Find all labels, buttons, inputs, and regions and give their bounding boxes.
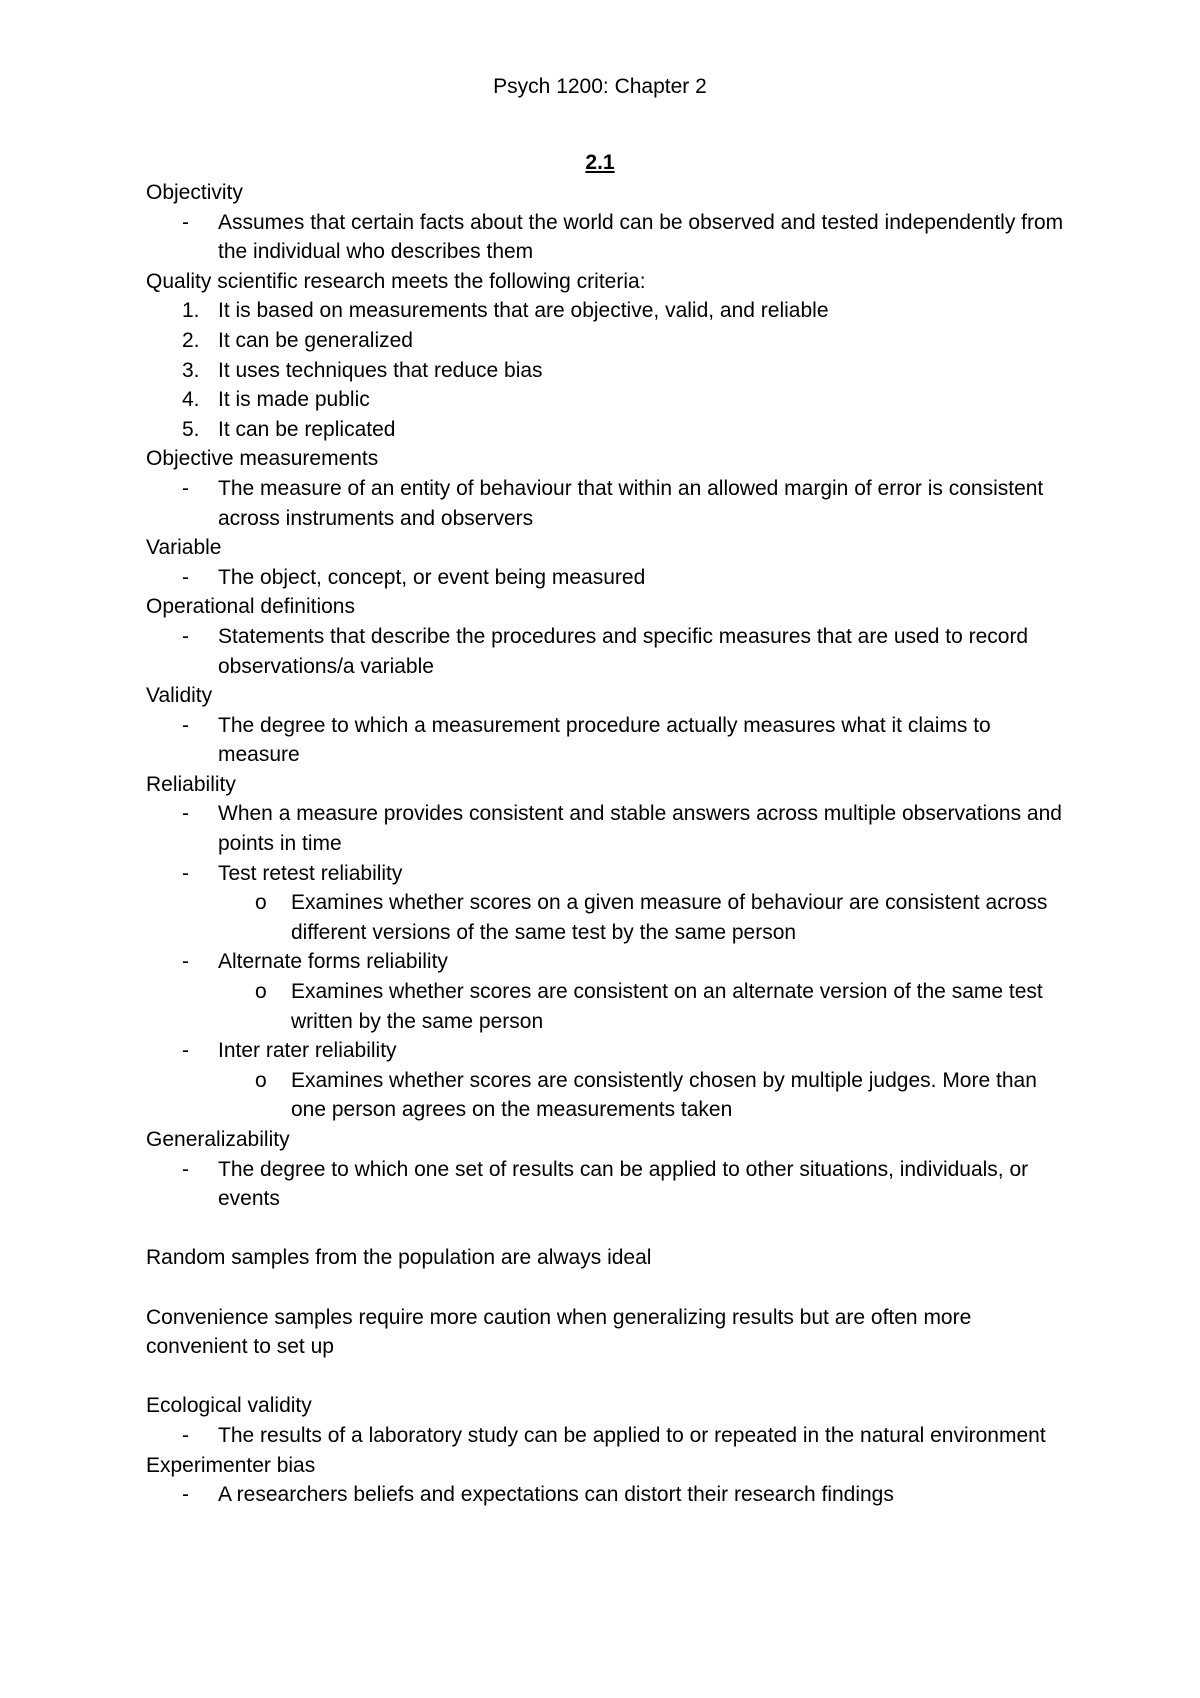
term-heading bbox=[146, 1391, 1066, 1421]
sub-bullet-item bbox=[146, 1066, 1066, 1125]
item-number: 5. bbox=[182, 417, 200, 441]
line-text: Reliability bbox=[146, 772, 236, 796]
term-heading bbox=[146, 1303, 1066, 1362]
term-heading bbox=[146, 770, 1066, 800]
term-heading bbox=[146, 592, 1066, 622]
line-text: The degree to which one set of results can be applied to other situations, individuals, or events bbox=[218, 1157, 1029, 1211]
line-text: Convenience samples require more caution when generalizing results but are often more convenient to set up bbox=[146, 1305, 972, 1359]
line-text: Examines whether scores are consistently chosen by multiple judges. More than one person agrees on the measurements taken bbox=[291, 1068, 1037, 1122]
dash-bullet-item bbox=[146, 1036, 1066, 1066]
line-text: It uses techniques that reduce bias bbox=[218, 358, 543, 382]
dash-bullet-item bbox=[146, 622, 1066, 681]
numbered-item bbox=[146, 415, 1066, 445]
dash-bullet-item bbox=[146, 1155, 1066, 1214]
item-number: 2. bbox=[182, 328, 200, 352]
line-text: It can be replicated bbox=[218, 417, 396, 441]
line-text: It can be generalized bbox=[218, 328, 413, 352]
dash-bullet-item bbox=[146, 799, 1066, 858]
dash-bullet-item bbox=[146, 859, 1066, 889]
dash-bullet-item bbox=[146, 947, 1066, 977]
line-text: Examines whether scores are consistent on an alternate version of the same test written by the same person bbox=[291, 980, 1043, 1033]
line-text: Generalizability bbox=[146, 1128, 290, 1151]
section-heading: 2.1 bbox=[585, 151, 615, 174]
item-number: 1. bbox=[182, 299, 200, 323]
line-text: Test retest reliability bbox=[218, 861, 403, 885]
line-text: Inter rater reliability bbox=[218, 1039, 397, 1063]
line-text: Assumes that certain facts about the world can be observed and tested independently from the individual who describes them bbox=[218, 210, 1064, 264]
term-heading bbox=[146, 444, 1066, 474]
line-text: The measure of an entity of behaviour that within an allowed margin of error is consistent across instruments and observers bbox=[218, 476, 1044, 530]
term-heading bbox=[146, 681, 1066, 711]
notes-content bbox=[146, 178, 1066, 1510]
sub-bullet-item bbox=[146, 888, 1066, 947]
line-text: When a measure provides consistent and stable answers across multiple observations and points in time bbox=[218, 802, 1062, 856]
line-text: Validity bbox=[146, 684, 213, 708]
line-text: A researchers beliefs and expectations can distort their research findings bbox=[218, 1483, 894, 1507]
line-text: The degree to which a measurement procedure actually measures what it claims to measure bbox=[218, 713, 991, 767]
dash-bullet-item bbox=[146, 563, 1066, 593]
document-title: Psych 1200: Chapter 2 bbox=[493, 75, 707, 98]
line-text: It is based on measurements that are objective, valid, and reliable bbox=[218, 299, 829, 323]
line-text: Variable bbox=[146, 536, 222, 560]
dash-bullet-item bbox=[146, 711, 1066, 770]
line-text: Objective measurements bbox=[146, 447, 379, 471]
term-heading bbox=[146, 1125, 1066, 1155]
line-text: Operational definitions bbox=[146, 595, 355, 619]
line-text: Ecological validity bbox=[146, 1394, 312, 1418]
dash-bullet-item bbox=[146, 474, 1066, 533]
line-text: Examines whether scores on a given measure of behaviour are consistent across different versions of the same test by the same person bbox=[291, 891, 1048, 944]
line-text: Alternate forms reliability bbox=[218, 950, 448, 974]
line-text: Quality scientific research meets the following criteria: bbox=[146, 269, 646, 293]
line-text: The object, concept, or event being measured bbox=[218, 565, 646, 589]
line-text: The results of a laboratory study can be applied to or repeated in the natural environment bbox=[218, 1423, 1046, 1447]
term-heading bbox=[146, 1243, 1066, 1273]
line-text: Random samples from the population are always ideal bbox=[146, 1246, 652, 1270]
line-text: Experimenter bias bbox=[146, 1453, 316, 1477]
blank-line bbox=[146, 1273, 1066, 1303]
term-heading bbox=[146, 267, 1066, 297]
numbered-item bbox=[146, 296, 1066, 326]
blank-line bbox=[146, 1214, 1066, 1244]
line-text: It is made public bbox=[218, 388, 370, 412]
dash-bullet-item bbox=[146, 208, 1066, 267]
line-text: Objectivity bbox=[146, 181, 243, 204]
term-heading bbox=[146, 1451, 1066, 1481]
numbered-item bbox=[146, 385, 1066, 415]
dash-bullet-item bbox=[146, 1421, 1066, 1451]
numbered-item bbox=[146, 326, 1066, 356]
term-heading bbox=[146, 178, 1066, 208]
line-text: Statements that describe the procedures and specific measures that are used to record observations/a variable bbox=[218, 624, 1029, 678]
numbered-item bbox=[146, 356, 1066, 386]
dash-bullet-item bbox=[146, 1480, 1066, 1510]
term-heading bbox=[146, 533, 1066, 563]
item-number: 4. bbox=[182, 388, 200, 412]
blank-line bbox=[146, 1362, 1066, 1392]
item-number: 3. bbox=[182, 358, 200, 382]
sub-bullet-item bbox=[146, 977, 1066, 1036]
